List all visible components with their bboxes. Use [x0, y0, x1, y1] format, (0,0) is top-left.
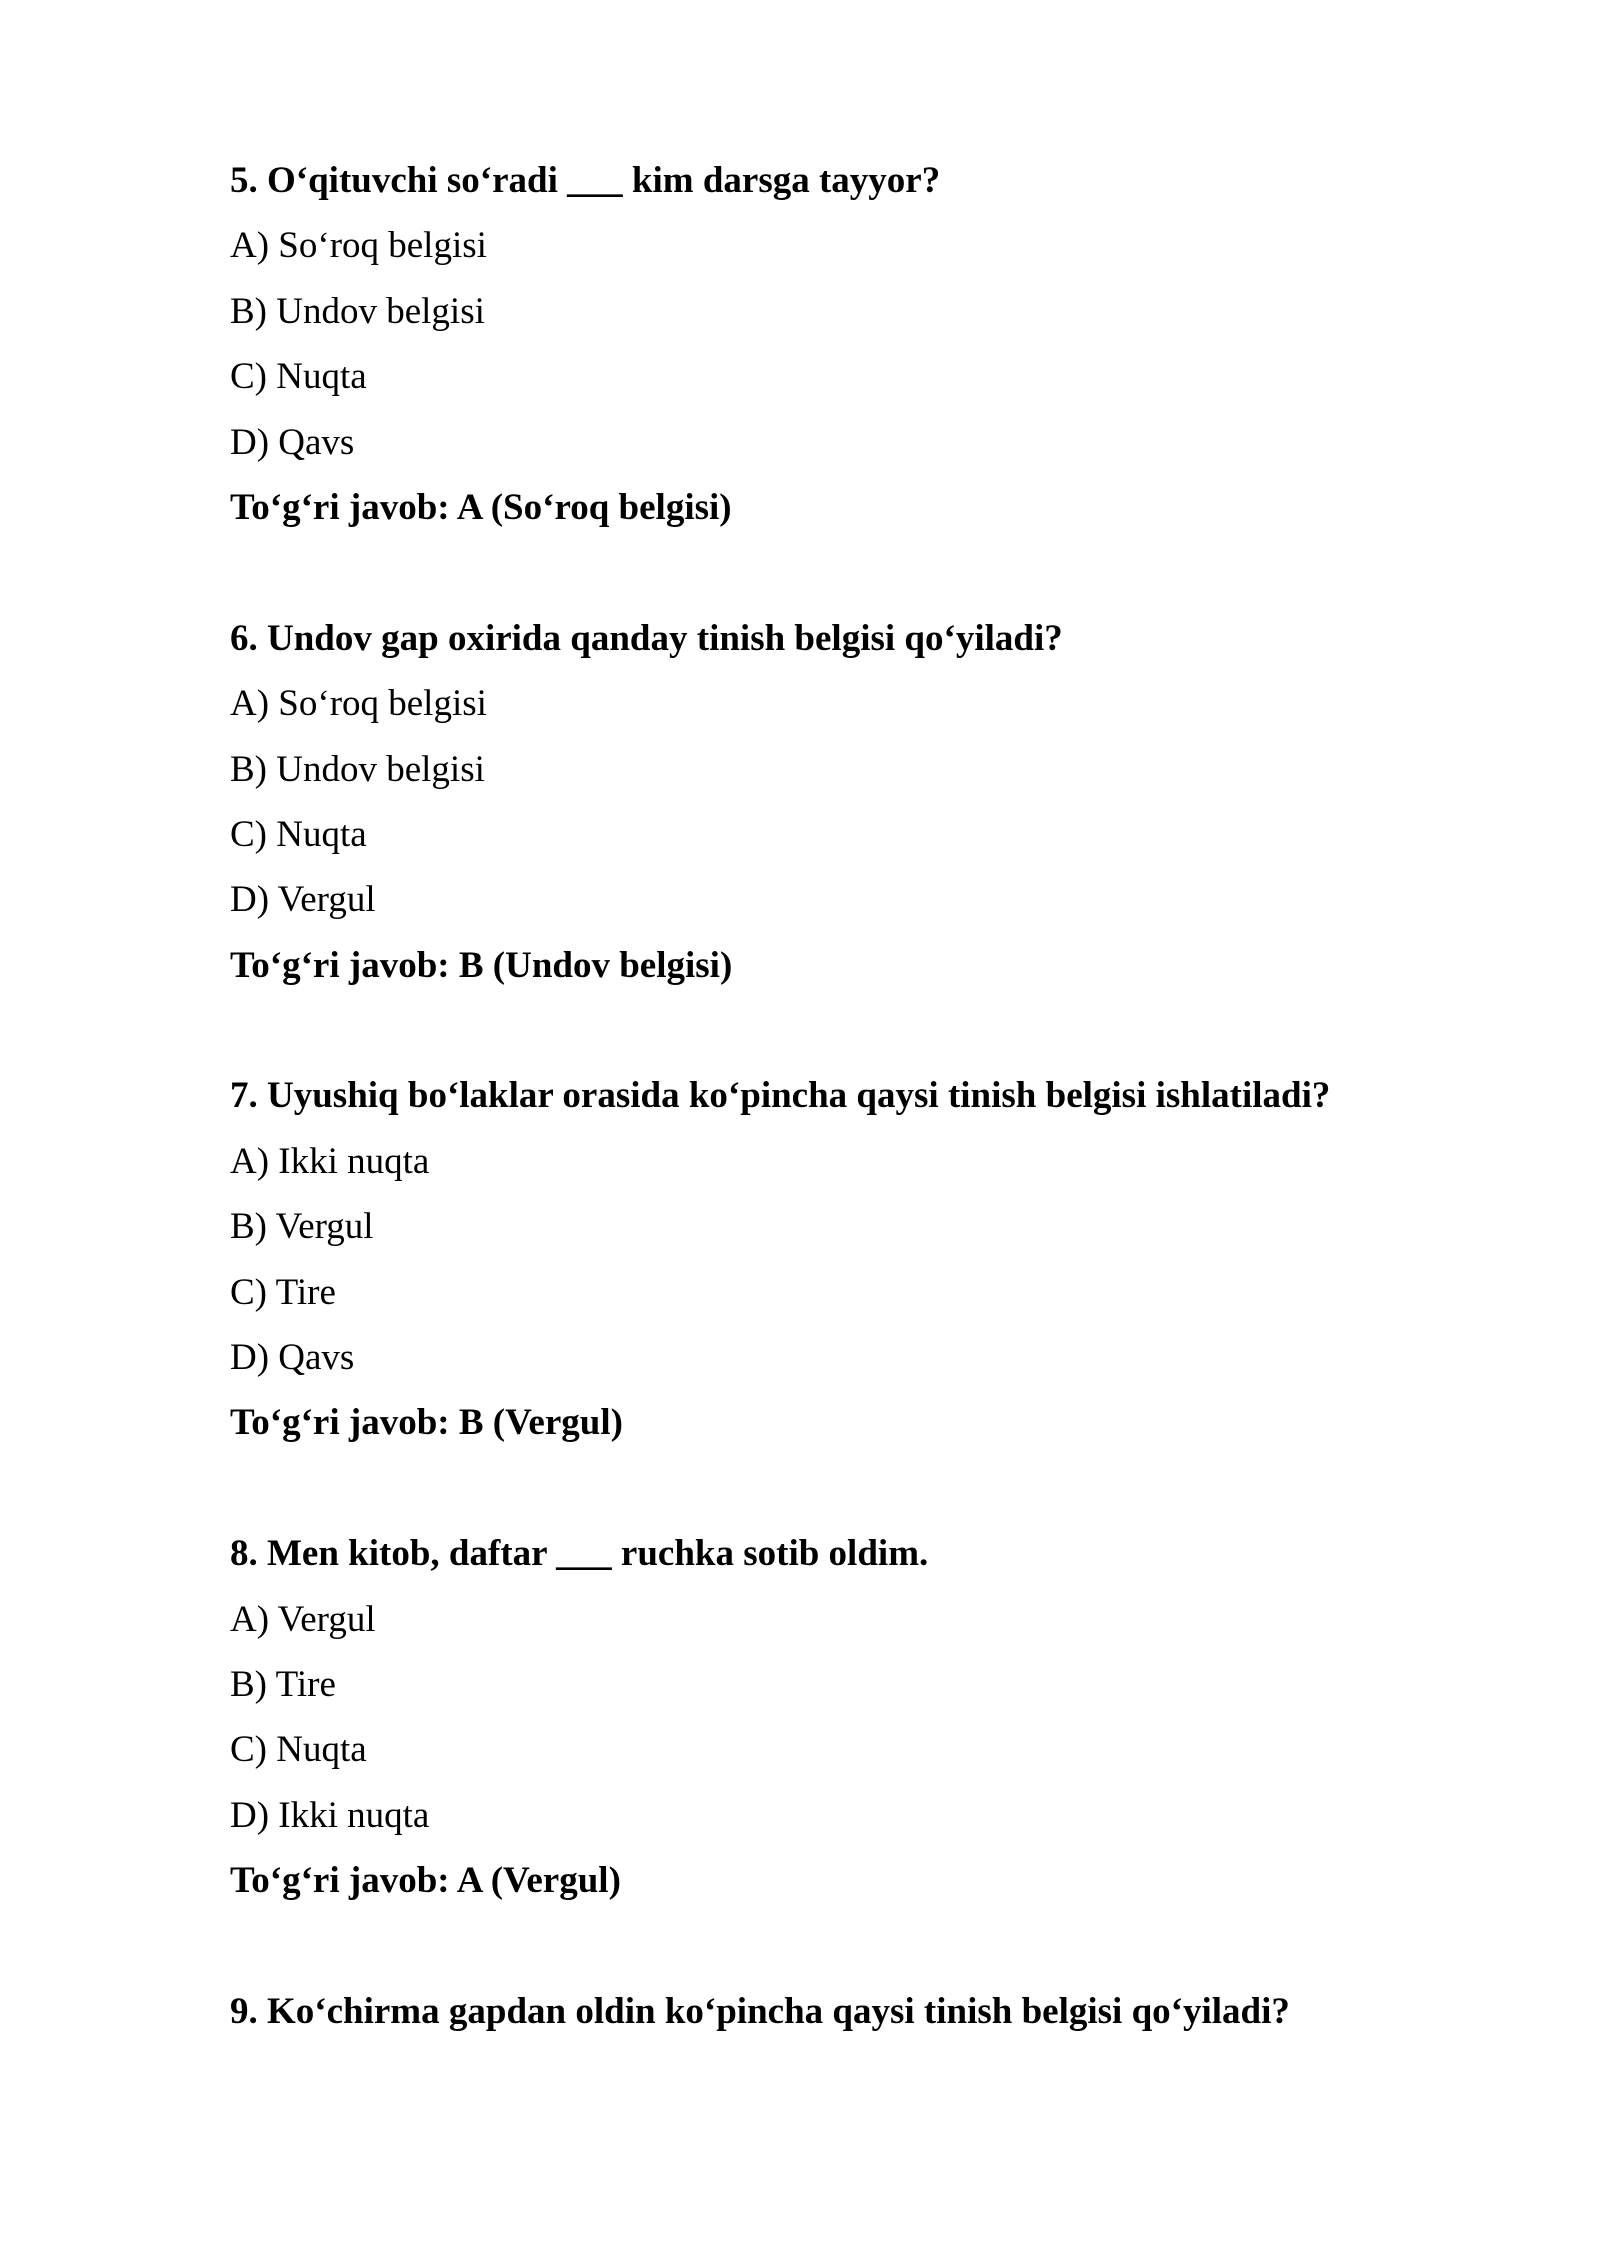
option-a: A) Vergul [230, 1598, 376, 1640]
option-d: D) Ikki nuqta [230, 1794, 430, 1836]
question-text: 5. O‘qituvchi so‘radi ___ kim darsga tayyor? [230, 160, 941, 201]
option-c: C) Nuqta [230, 356, 367, 398]
option-b: B) Undov belgisi [230, 290, 485, 332]
option-b: B) Undov belgisi [230, 748, 485, 790]
question-block-7 [230, 1063, 1430, 1455]
question-text: 6. Undov gap oxirida qanday tinish belgisi qo‘yiladi? [230, 617, 1063, 659]
correct-answer: To‘g‘ri javob: B (Undov belgisi) [230, 944, 733, 986]
option-c: C) Nuqta [230, 813, 367, 855]
option-d: D) Qavs [230, 1337, 355, 1379]
question-block-5 [230, 148, 1430, 540]
document-content [230, 148, 1430, 2044]
question-text: 9. Ko‘chirma gapdan oldin ko‘pincha qaysi tinish belgisi qo‘yiladi? [230, 1990, 1290, 2032]
question-text: 7. Uyushiq bo‘laklar orasida ko‘pincha qaysi tinish belgisi ishlatiladi? [230, 1075, 1331, 1117]
question-block-9 [230, 1979, 1430, 2044]
option-d: D) Vergul [230, 879, 376, 921]
option-d: D) Qavs [230, 421, 355, 463]
option-a: A) Ikki nuqta [230, 1140, 430, 1182]
question-block-8 [230, 1521, 1430, 1913]
correct-answer: To‘g‘ri javob: A (So‘roq belgisi) [230, 486, 732, 528]
question-block-6 [230, 606, 1430, 998]
option-c: C) Nuqta [230, 1729, 367, 1771]
correct-answer: To‘g‘ri javob: B (Vergul) [230, 1402, 623, 1444]
option-b: B) Vergul [230, 1206, 374, 1248]
question-text: 8. Men kitob, daftar ___ ruchka sotib oldim. [230, 1533, 929, 1575]
option-a: A) So‘roq belgisi [230, 225, 487, 267]
option-a: A) So‘roq belgisi [230, 683, 487, 725]
option-b: B) Tire [230, 1663, 336, 1705]
correct-answer: To‘g‘ri javob: A (Vergul) [230, 1860, 621, 1902]
option-c: C) Tire [230, 1271, 336, 1313]
